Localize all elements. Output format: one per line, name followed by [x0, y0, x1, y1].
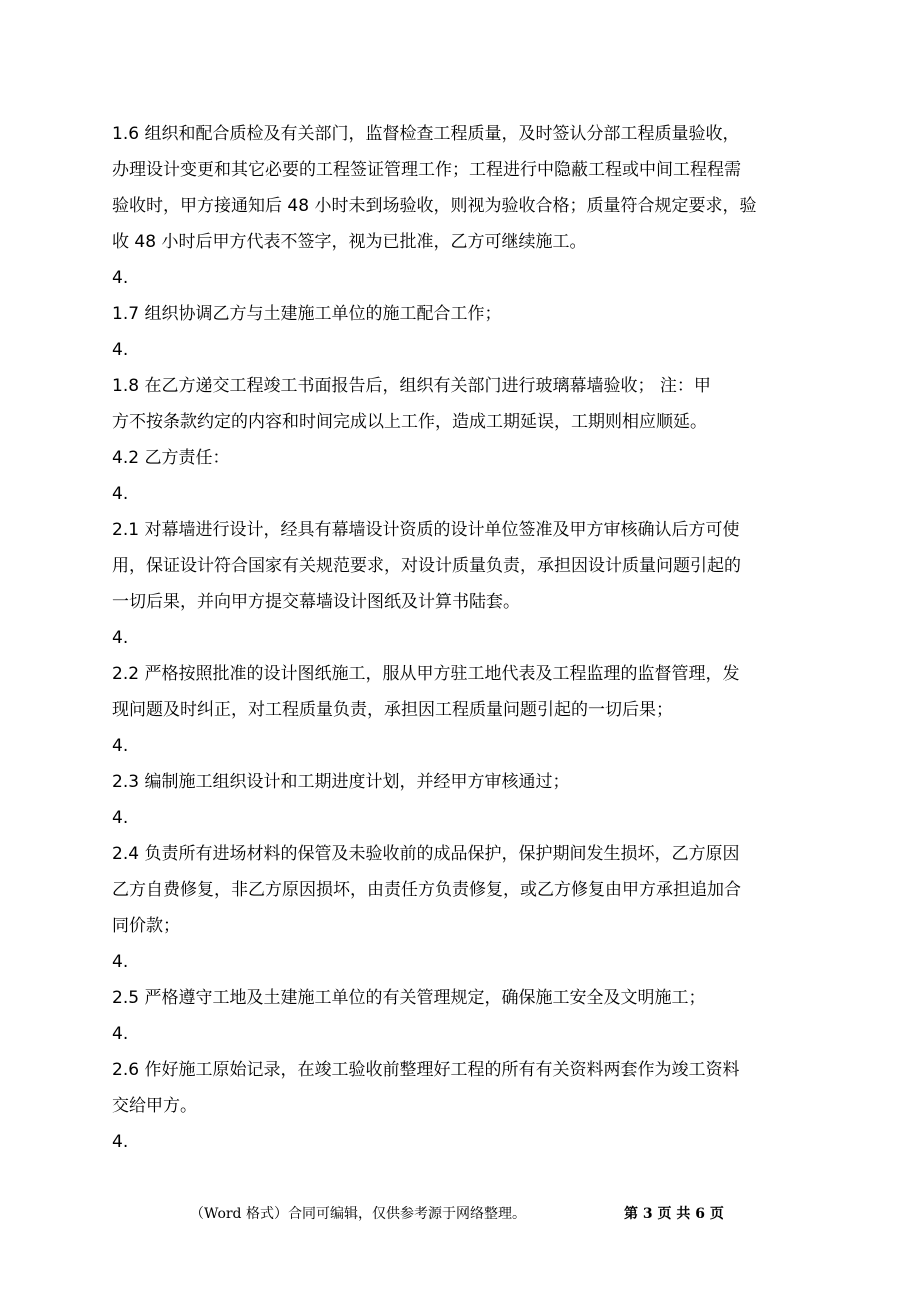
text-line: 4.	[112, 340, 129, 360]
page-footer	[0, 1203, 920, 1227]
text-line: 4.	[112, 808, 129, 828]
text-line: 1.7 组织协调乙方与土建施工单位的施工配合工作；	[112, 304, 502, 324]
clause-2-3	[112, 764, 812, 800]
document-body	[112, 116, 812, 1160]
section-marker	[112, 332, 812, 368]
footer-note: （Word 格式）合同可编辑，仅供参考源于网络整理。	[190, 1206, 526, 1222]
text-line: 方不按条款约定的内容和时间完成以上工作，造成工期延误，工期则相应顺延。	[112, 412, 707, 432]
text-line: 同价款；	[112, 916, 180, 936]
text-line: 乙方自费修复，非乙方原因损坏，由责任方负责修复，或乙方修复由甲方承担追加合	[112, 880, 741, 900]
section-marker	[112, 260, 812, 296]
text-line: 一切后果，并向甲方提交幕墙设计图纸及计算书陆套。	[112, 592, 520, 612]
clause-1-8	[112, 368, 812, 440]
text-line: 4.	[112, 628, 129, 648]
text-line: 2.1 对幕墙进行设计，经具有幕墙设计资质的设计单位签准及甲方审核确认后方可使	[112, 520, 740, 540]
clause-2-6	[112, 1052, 812, 1124]
text-line: 4.	[112, 736, 129, 756]
clause-1-7	[112, 296, 812, 332]
text-line: 4.	[112, 952, 129, 972]
text-line: 2.6 作好施工原始记录，在竣工验收前整理好工程的所有有关资料两套作为竣工资料	[112, 1060, 740, 1080]
text-line: 1.8 在乙方递交工程竣工书面报告后，组织有关部门进行玻璃幕墙验收； 注：甲	[112, 376, 711, 396]
text-line: 2.2 严格按照批准的设计图纸施工，服从甲方驻工地代表及工程监理的监督管理，发	[112, 664, 740, 684]
section-marker	[112, 944, 812, 980]
section-marker	[112, 1124, 812, 1160]
page-number: 第 3 页 共 6 页	[624, 1206, 724, 1222]
text-line: 4.	[112, 1132, 129, 1152]
text-line: 2.4 负责所有进场材料的保管及未验收前的成品保护，保护期间发生损坏，乙方原因	[112, 844, 740, 864]
text-line: 办理设计变更和其它必要的工程签证管理工作；工程进行中隐蔽工程或中间工程程需	[112, 160, 741, 180]
text-line: 交给甲方。	[112, 1096, 197, 1116]
clause-1-6	[112, 116, 812, 260]
text-line: 4.2 乙方责任：	[112, 448, 230, 468]
text-line: 4.	[112, 1024, 129, 1044]
section-marker	[112, 1016, 812, 1052]
text-line: 2.3 编制施工组织设计和工期进度计划，并经甲方审核通过；	[112, 772, 570, 792]
text-line: 收 48 小时后甲方代表不签字，视为已批准，乙方可继续施工。	[112, 232, 587, 252]
clause-2-1	[112, 512, 812, 620]
section-marker	[112, 620, 812, 656]
text-line: 2.5 严格遵守工地及土建施工单位的有关管理规定，确保施工安全及文明施工；	[112, 988, 706, 1008]
clause-2-2	[112, 656, 812, 728]
text-line: 现问题及时纠正，对工程质量负责，承担因工程质量问题引起的一切后果；	[112, 700, 673, 720]
clause-2-4	[112, 836, 812, 944]
section-marker	[112, 800, 812, 836]
text-line: 4.	[112, 484, 129, 504]
section-heading-4-2	[112, 440, 812, 476]
section-marker	[112, 728, 812, 764]
clause-2-5	[112, 980, 812, 1016]
text-line: 1.6 组织和配合质检及有关部门，监督检查工程质量，及时签认分部工程质量验收，	[112, 124, 740, 144]
text-line: 4.	[112, 268, 129, 288]
section-marker	[112, 476, 812, 512]
text-line: 验收时，甲方接通知后 48 小时未到场验收，则视为验收合格；质量符合规定要求，验	[112, 196, 757, 216]
text-line: 用，保证设计符合国家有关规范要求，对设计质量负责，承担因设计质量问题引起的	[112, 556, 741, 576]
